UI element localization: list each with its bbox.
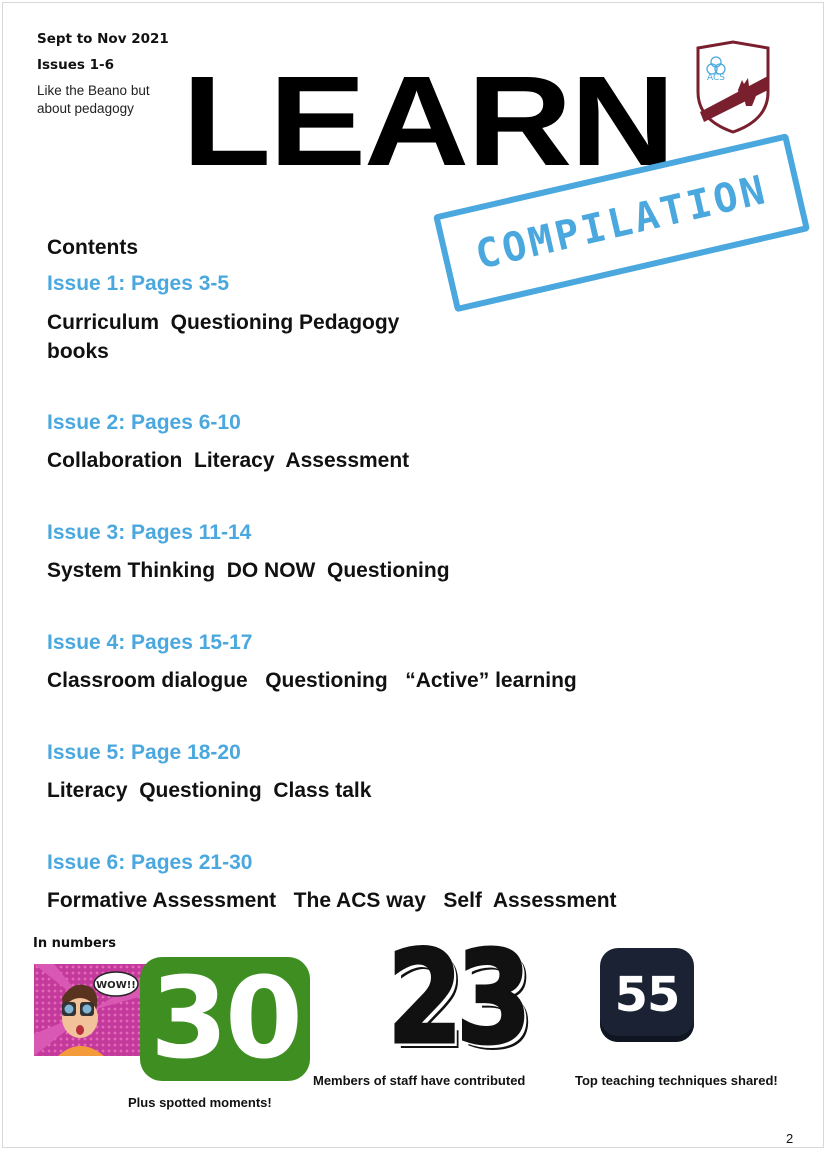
pop-art-binoculars-icon bbox=[34, 964, 150, 1056]
issue-topics: Formative Assessment The ACS way Self Assessment bbox=[47, 889, 617, 912]
stat-value: 30 bbox=[150, 954, 300, 1084]
stat-55-tile bbox=[600, 948, 694, 1042]
issue-topics: Collaboration Literacy Assessment bbox=[47, 449, 410, 472]
tagline-line1: Like the Beano but bbox=[37, 83, 150, 98]
issue-heading: Issue 6: Pages 21-30 bbox=[47, 851, 253, 874]
issue-heading: Issue 5: Page 18-20 bbox=[47, 741, 241, 764]
issue-heading: Issue 3: Pages 11-14 bbox=[47, 521, 252, 544]
issue-topics: System Thinking DO NOW Questioning bbox=[47, 559, 450, 582]
issue-heading: Issue 1: Pages 3-5 bbox=[47, 272, 230, 295]
issue-topics: Curriculum Questioning Pedagogy bbox=[47, 311, 400, 334]
stat-caption: Members of staff have contributed bbox=[313, 1073, 526, 1088]
school-crest-icon bbox=[694, 40, 772, 134]
contents-title: Contents bbox=[47, 236, 138, 259]
issue-heading: Issue 4: Pages 15-17 bbox=[47, 631, 253, 654]
issue-topics: books bbox=[47, 340, 109, 363]
page-number: 2 bbox=[786, 1131, 794, 1146]
numbers-title: In numbers bbox=[33, 936, 116, 951]
stat-caption: Top teaching techniques shared! bbox=[575, 1073, 778, 1088]
crest-letters: ACS bbox=[707, 73, 725, 83]
stat-30-badge bbox=[140, 954, 310, 1084]
stat-23-jersey-number bbox=[387, 923, 525, 1073]
issues-range: Issues 1-6 bbox=[37, 57, 114, 73]
stamp-text: COMPILATION bbox=[471, 166, 772, 279]
tagline-line2: about pedagogy bbox=[37, 101, 134, 116]
stat-caption: Plus spotted moments! bbox=[128, 1095, 272, 1110]
masthead-title: LEARN bbox=[182, 50, 674, 193]
issue-heading: Issue 2: Pages 6-10 bbox=[47, 411, 241, 434]
stat-value: 55 bbox=[614, 967, 680, 1023]
pop-art-bubble: WOW!! bbox=[96, 980, 136, 991]
issue-topics: Classroom dialogue Questioning “Active” learning bbox=[47, 669, 577, 692]
issue-topics: Literacy Questioning Class talk bbox=[47, 779, 372, 802]
date-range: Sept to Nov 2021 bbox=[37, 31, 169, 47]
stat-value: 23 bbox=[387, 923, 525, 1073]
